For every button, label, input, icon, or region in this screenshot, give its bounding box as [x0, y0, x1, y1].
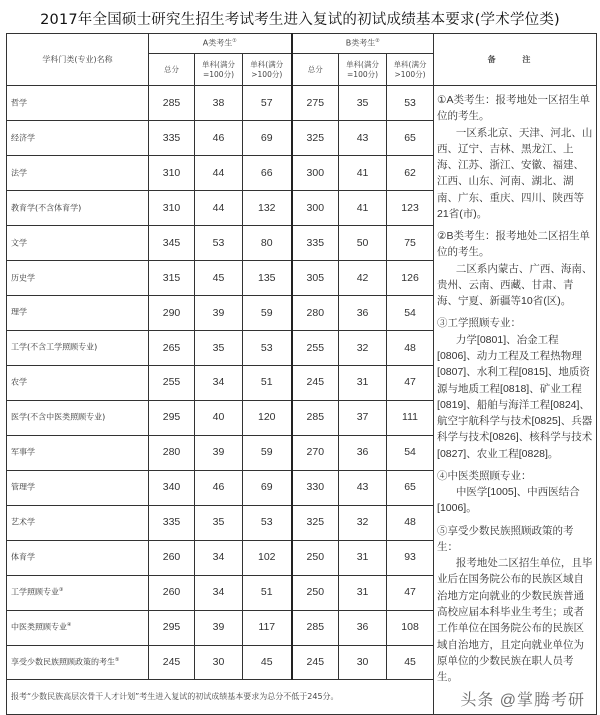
a-single-gt100-cell: 66 [243, 155, 292, 190]
a-single-gt100-cell: 53 [243, 505, 292, 540]
subject-label: 享受少数民族照顾政策的考生 [11, 657, 115, 667]
a-single-eq100-cell: 46 [195, 470, 243, 505]
b-single-eq100-cell: 31 [339, 575, 387, 610]
remark-note-body: 力学[0801]、冶金工程[0806]、动力工程及工程热物理[0807]、水利工程[0815]、地质资源与地质工程[0818]、矿业工程[0819]、船舶与海洋工程[0824]、航空宇航科学与技术[0825]、兵器科学与技术[0826]、核科学与技术[0827]、农业工程[0828]。 [437, 333, 593, 460]
b-total-header: 总分 [292, 54, 339, 86]
footnote-mark: ④ [67, 622, 72, 629]
b-single-gt100-cell: 126 [387, 260, 434, 295]
b-total-cell: 305 [292, 260, 339, 295]
remarks-header: 备 注 [434, 34, 597, 86]
a-single-gt100-cell: 45 [243, 645, 292, 680]
a-single-eq100-cell: 44 [195, 155, 243, 190]
a-single-eq100-cell: 34 [195, 365, 243, 400]
b-single-eq100-cell: 32 [339, 330, 387, 365]
a-single-eq100-cell: 34 [195, 540, 243, 575]
a-single-eq100-cell: 39 [195, 610, 243, 645]
subject-label: 历史学 [11, 273, 35, 283]
subject-name [7, 225, 149, 260]
subject-label: 军事学 [11, 448, 35, 457]
a-total-cell: 265 [149, 330, 195, 365]
b-single-eq100-cell: 35 [339, 86, 387, 121]
footnote-mark: ① [232, 38, 237, 45]
b-total-cell: 270 [292, 435, 339, 470]
subject-name [7, 645, 149, 680]
subject-name [7, 575, 149, 610]
remark-note [437, 315, 593, 461]
b-single-eq100-cell: 31 [339, 540, 387, 575]
document-title: 2017年全国硕士研究生招生考试考生进入复试的初试成绩基本要求(学术学位类) [40, 12, 560, 28]
a-total-cell: 315 [149, 260, 195, 295]
subject-header: 学科门类(专业)名称 [7, 34, 149, 86]
b-single-eq100-cell: 30 [339, 645, 387, 680]
b-single-eq100-cell: 43 [339, 470, 387, 505]
b-single-gt100-cell: 123 [387, 190, 434, 225]
a-total-cell: 255 [149, 365, 195, 400]
b-single-gt100-cell: 48 [387, 505, 434, 540]
remark-note-body: 中医学[1005]、中西医结合[1006]。 [437, 486, 580, 515]
b-single-gt100-cell: 65 [387, 470, 434, 505]
footnote-mark: ⑤ [115, 657, 120, 664]
subject-name [7, 470, 149, 505]
a-single-gt100-cell: 69 [243, 120, 292, 155]
subject-name [7, 435, 149, 470]
subject-label: 体育学 [11, 552, 35, 562]
b-single-eq100-cell: 43 [339, 120, 387, 155]
remark-note-body: 一区系北京、天津、河北、山西、辽宁、吉林、黑龙江、上海、江苏、浙江、安徽、福建、江西、山东、河南、湖北、湖南、广东、重庆、四川、陕西等21省(市)。 [437, 126, 593, 220]
b-single-gt100-cell: 47 [387, 365, 434, 400]
b-total-cell: 325 [292, 505, 339, 540]
b-total-cell: 250 [292, 575, 339, 610]
a-single-gt100-cell: 102 [243, 540, 292, 575]
b-single-gt100-cell: 48 [387, 330, 434, 365]
subject-label: 艺术学 [11, 517, 35, 527]
b-single-eq100-cell: 42 [339, 260, 387, 295]
a-single-gt100-cell: 59 [243, 295, 292, 330]
subject-name [7, 260, 149, 295]
subject-name [7, 540, 149, 575]
a-total-cell: 290 [149, 295, 195, 330]
a-single-eq100-cell: 34 [195, 575, 243, 610]
b-single-eq100-cell: 36 [339, 610, 387, 645]
subject-name [7, 190, 149, 225]
b-single-gt100-cell: 54 [387, 295, 434, 330]
watermark: 头条 @掌腾考研 [460, 692, 586, 710]
b-total-cell: 245 [292, 365, 339, 400]
subject-name [7, 330, 149, 365]
b-single-eq100-cell: 50 [339, 225, 387, 260]
footnote-mark: ③ [59, 587, 64, 594]
b-single-eq100-cell: 41 [339, 155, 387, 190]
a-total-cell: 280 [149, 435, 195, 470]
remark-note-head: ④中医类照顾专业： [437, 469, 532, 482]
b-single-eq100-cell: 36 [339, 295, 387, 330]
a-total-cell: 340 [149, 470, 195, 505]
a-single-eq100-cell: 35 [195, 330, 243, 365]
subject-name [7, 295, 149, 330]
b-total-cell: 255 [292, 330, 339, 365]
a-single-gt100-cell: 80 [243, 225, 292, 260]
remark-note [437, 468, 593, 517]
remark-note-head: ⑤享受少数民族照顾政策的考生： [437, 524, 574, 553]
subject-label: 工学照顾专业 [11, 587, 59, 597]
subject-name [7, 400, 149, 435]
b-single-eq100-cell: 36 [339, 435, 387, 470]
a-single-eq100-cell: 40 [195, 400, 243, 435]
remark-note-body: 报考地处二区招生单位，且毕业后在国务院公布的民族区域自治地方定向就业的少数民族普通高校应届本科毕业生考生；或者工作单位在国务院公布的民族区域自治地方，且定向就业单位为原单位的少数民族在职人员考生。 [437, 557, 593, 684]
b-total-cell: 280 [292, 295, 339, 330]
b-total-cell: 325 [292, 120, 339, 155]
b-total-cell: 275 [292, 86, 339, 121]
subject-label: 哲学 [11, 98, 27, 108]
b-single-gt100-header: 单科(满分>100分) [387, 54, 434, 86]
b-single-gt100-cell: 62 [387, 155, 434, 190]
b-total-cell: 285 [292, 610, 339, 645]
remark-note [437, 228, 593, 309]
remark-note-body: 二区系内蒙古、广西、海南、贵州、云南、西藏、甘肃、青海、宁夏、新疆等10省(区)。 [437, 262, 593, 308]
a-single-eq100-cell: 44 [195, 190, 243, 225]
footer-note: 报考“少数民族高层次骨干人才计划”考生进入复试的初试成绩基本要求为总分不低于245分。 [7, 680, 434, 715]
group-b-label: B类考生 [345, 38, 376, 48]
b-single-eq100-cell: 37 [339, 400, 387, 435]
subject-name [7, 365, 149, 400]
a-total-cell: 295 [149, 610, 195, 645]
b-single-eq100-cell: 31 [339, 365, 387, 400]
b-total-cell: 300 [292, 155, 339, 190]
remarks-cell [434, 86, 597, 715]
group-a-label: A类考生 [202, 38, 233, 48]
a-single-eq100-header: 单科(满分=100分) [195, 54, 243, 86]
a-single-eq100-cell: 45 [195, 260, 243, 295]
a-single-gt100-cell: 57 [243, 86, 292, 121]
a-total-header: 总分 [149, 54, 195, 86]
a-total-cell: 295 [149, 400, 195, 435]
subject-label: 经济学 [11, 133, 35, 143]
b-single-eq100-cell: 41 [339, 190, 387, 225]
subject-label: 理学 [11, 308, 27, 318]
b-single-gt100-cell: 108 [387, 610, 434, 645]
subject-label: 文学 [11, 238, 27, 248]
subject-label: 教育学(不含体育学) [11, 203, 82, 213]
a-single-gt100-header: 单科(满分>100分) [243, 54, 292, 86]
a-total-cell: 260 [149, 540, 195, 575]
a-total-cell: 260 [149, 575, 195, 610]
b-total-cell: 250 [292, 540, 339, 575]
a-single-gt100-cell: 69 [243, 470, 292, 505]
b-single-gt100-cell: 45 [387, 645, 434, 680]
a-single-gt100-cell: 53 [243, 330, 292, 365]
a-single-gt100-cell: 135 [243, 260, 292, 295]
subject-name [7, 610, 149, 645]
a-total-cell: 335 [149, 505, 195, 540]
b-single-gt100-cell: 54 [387, 435, 434, 470]
a-single-gt100-cell: 51 [243, 365, 292, 400]
a-single-eq100-cell: 38 [195, 86, 243, 121]
a-single-eq100-cell: 46 [195, 120, 243, 155]
b-single-gt100-cell: 53 [387, 86, 434, 121]
b-single-gt100-cell: 93 [387, 540, 434, 575]
a-total-cell: 310 [149, 190, 195, 225]
group-a-header [149, 34, 292, 54]
b-total-cell: 335 [292, 225, 339, 260]
b-total-cell: 300 [292, 190, 339, 225]
b-total-cell: 285 [292, 400, 339, 435]
subject-name [7, 86, 149, 121]
a-total-cell: 245 [149, 645, 195, 680]
a-single-gt100-cell: 59 [243, 435, 292, 470]
score-requirements-table [6, 33, 597, 715]
a-single-gt100-cell: 51 [243, 575, 292, 610]
b-total-cell: 245 [292, 645, 339, 680]
remark-note-head: ①A类考生：报考地处一区招生单位的考生。 [437, 94, 590, 123]
a-total-cell: 310 [149, 155, 195, 190]
subject-label: 医学(不含中医类照顾专业) [11, 413, 106, 423]
a-single-eq100-cell: 30 [195, 645, 243, 680]
remark-note-head: ③工学照顾专业： [437, 317, 522, 330]
b-single-gt100-cell: 47 [387, 575, 434, 610]
subject-label: 管理学 [11, 482, 35, 492]
remark-note [437, 523, 593, 686]
a-total-cell: 345 [149, 225, 195, 260]
a-single-eq100-cell: 39 [195, 295, 243, 330]
b-single-eq100-header: 单科(满分=100分) [339, 54, 387, 86]
a-total-cell: 285 [149, 86, 195, 121]
a-single-eq100-cell: 53 [195, 225, 243, 260]
subject-name [7, 120, 149, 155]
a-total-cell: 335 [149, 120, 195, 155]
a-single-eq100-cell: 39 [195, 435, 243, 470]
b-single-gt100-cell: 111 [387, 400, 434, 435]
a-single-gt100-cell: 117 [243, 610, 292, 645]
subject-name [7, 505, 149, 540]
subject-label: 工学(不含工学照顾专业) [11, 343, 98, 353]
remark-note-head: ②B类考生：报考地处二区招生单位的考生。 [437, 230, 590, 259]
subject-label: 农学 [11, 378, 27, 388]
a-single-eq100-cell: 35 [195, 505, 243, 540]
remark-note [437, 92, 593, 222]
b-single-eq100-cell: 32 [339, 505, 387, 540]
a-single-gt100-cell: 132 [243, 190, 292, 225]
subject-label: 中医类照顾专业 [11, 622, 67, 632]
a-single-gt100-cell: 120 [243, 400, 292, 435]
b-single-gt100-cell: 75 [387, 225, 434, 260]
table-row [7, 86, 597, 121]
group-b-header [292, 34, 434, 54]
b-total-cell: 330 [292, 470, 339, 505]
b-single-gt100-cell: 65 [387, 120, 434, 155]
subject-label: 法学 [11, 168, 27, 178]
subject-name [7, 155, 149, 190]
footnote-mark: ② [375, 38, 380, 45]
